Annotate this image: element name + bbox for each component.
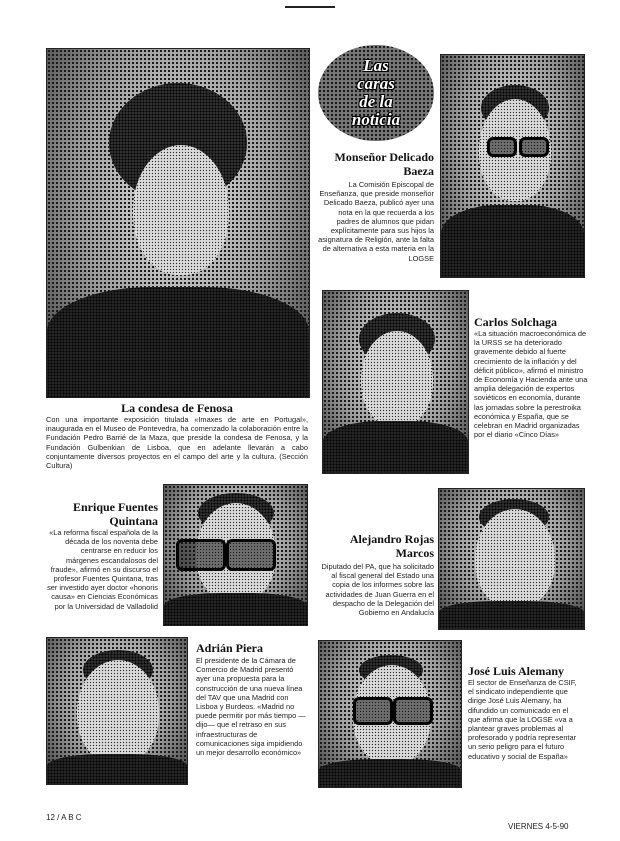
clothing [323,421,468,473]
text-adrian-piera: El presidente de la Cámara de Comercio de Madrid presentó ayer una propuesta para la construcción de una nueva línea del TAV que una Madrid con Lisboa y Burdeos. «Madrid no puede permitir por más tiempo —dijo— que el retraso en sus infraestructuras de comunicaciones siga impidiendo un mejor desarrollo económico» [196,656,306,758]
text-alemany: El sector de Enseñanza de CSIF, el sindicato independiente que dirige José Luis Alemany, ha difundido un comunicado en el que afirma que la LOGSE «va a plantear graves problemas al profesorado y podría representar un serio peligro para el futuro educativo y social de España» [468,678,577,761]
clothing [439,601,584,629]
glasses [226,539,276,571]
clothing [319,759,461,787]
glasses [353,697,393,725]
top-rule [285,6,335,8]
photo-delicado-baeza [440,54,585,278]
issue-date: VIERNES 4-5-90 [508,822,569,831]
photo-fuentes-quintana [163,484,308,626]
photo-adrian-piera [46,637,188,785]
glasses [176,539,226,571]
logo-line-3: de la [359,92,393,111]
headline-condesa: La condesa de Fenosa [121,401,233,415]
glasses [487,137,517,157]
headline-delicado-baeza: Monseñor Delicado Baeza [334,150,434,178]
glasses [393,697,433,725]
clothing [47,287,309,398]
photo-jose-luis-alemany [318,640,462,788]
face [133,145,229,275]
text-delicado-baeza: La Comisión Episcopal de Enseñanza, que preside monseñor Delicado Baeza, publicó ayer una nota en la que recuerda a los padres de alumnos que pidan explícitamente para sus hijos la asignatura de Religión, ante la falta de alternativa a esta materia en la LOGSE [318,180,434,263]
headline-fuentes-quintana: Enrique Fuentes Quintana [72,500,158,528]
text-rojas-marcos: Diputado del PA, que ha solicitado al fiscal general del Estado una copia de los informes sobre las actividades de Juan Guerra en el despacho de la Delegación del Gobierno en Andalucía [321,562,434,618]
headline-alemany: José Luis Alemany [468,664,565,678]
photo-carlos-solchaga [322,290,469,474]
text-solchaga: «La situación macroeconómica de la URSS se ha deteriorado gravemente debido al fuerte crecimiento de la inflación y del déficit público», afirmó el ministro de Economía y Hacienda ante una amplia delegación de expertos soviéticos en economía, durante las jornadas sobre la perestroika económica y España, que se celebran en Madrid organizadas por el diario «Cinco Días» [474,329,588,440]
logo-line-2: caras [357,74,395,93]
logo-line-4: noticia [351,110,401,129]
clothing [47,754,187,784]
section-logo-badge [318,45,434,141]
page-number: 12 / A B C [46,813,82,822]
clothing [441,205,584,277]
clothing [164,593,307,625]
headline-solchaga: Carlos Solchaga [474,315,558,329]
face [475,509,555,609]
headline-rojas-marcos: Alejandro Rojas Marcos [349,532,434,560]
text-fuentes-quintana: «La reforma fiscal española de la década de los noventa debe centrarse en reducir los márgenes escandalosos del fraude», afirmó en su discurso el profesor Fuentes Quintana, tras ser investido ayer doctor «honoris causa» en Ciencias Económicas por la Universidad de Valladolid [47,528,158,611]
photo-condesa-de-fenosa [46,48,310,398]
photo-rojas-marcos [438,488,585,630]
face [77,660,159,764]
face [361,331,433,427]
text-condesa: Con una importante exposición titulada «Imaxes de arte en Portugal», inaugurada en el Museo de Pontevedra, ha comenzado la colaboración entre la Fundación Pedro Barrié de la Maza, que preside la condesa de Fenosa, y la Fundación Gulbenkian de Lisboa, que en adelante llevarán a cabo conjuntamente diversos proyectos en el campo del arte y la cultura. (Sección Cultura) [46,415,308,471]
headline-adrian-piera: Adrián Piera [196,641,263,655]
logo-line-1: Las [363,56,389,75]
glasses [519,137,549,157]
